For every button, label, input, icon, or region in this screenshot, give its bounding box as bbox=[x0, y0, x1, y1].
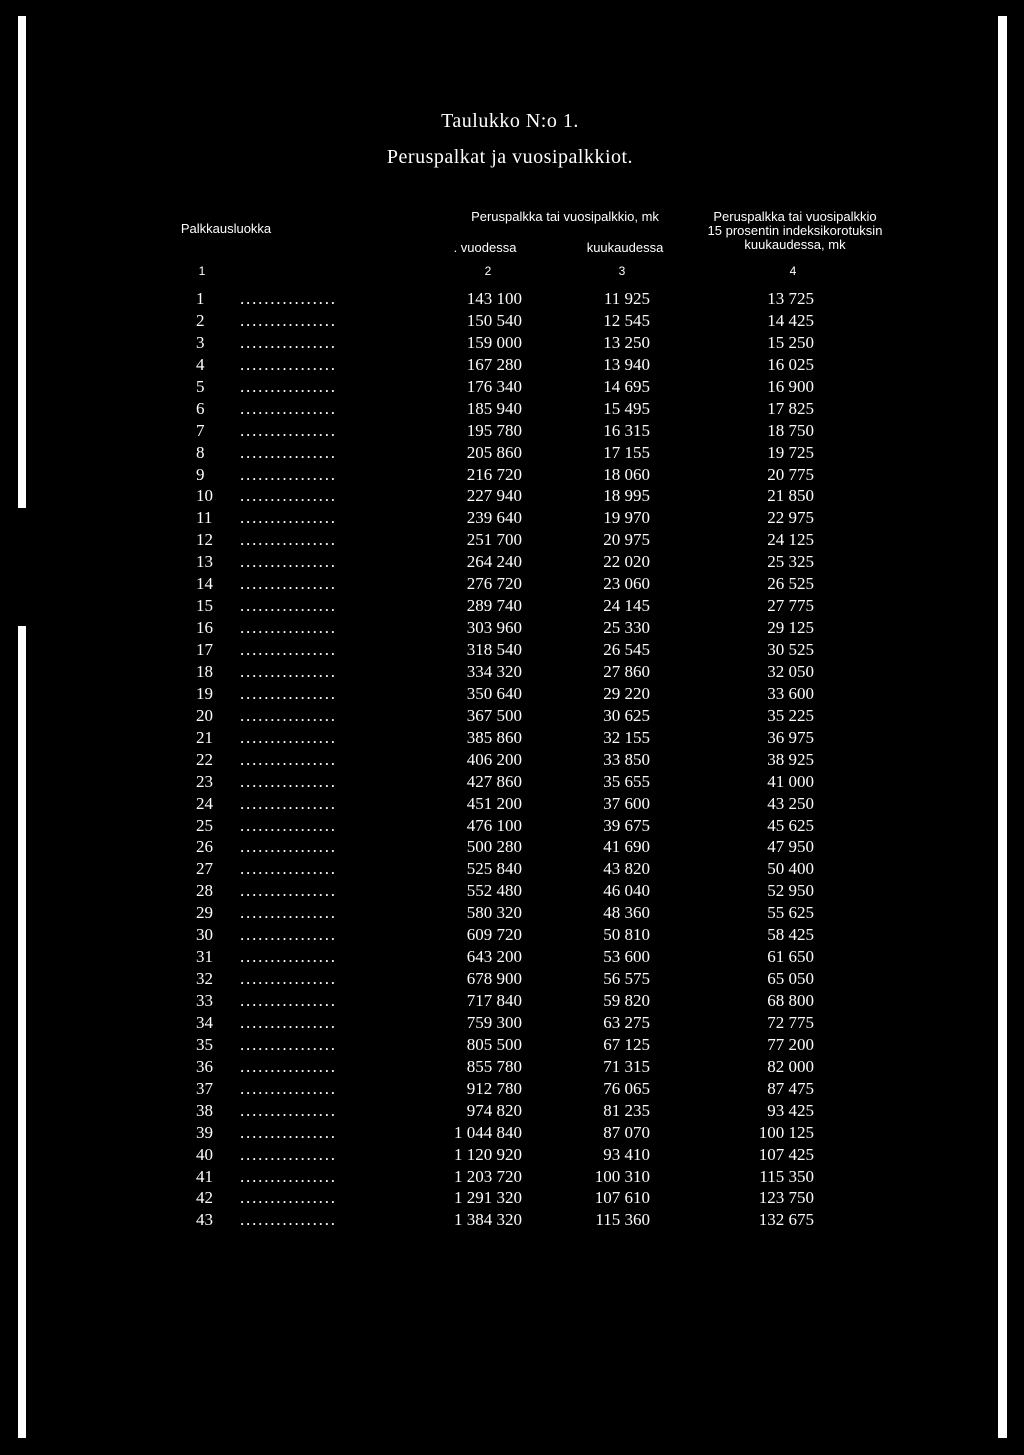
annual-salary-cell: 759 300 bbox=[466, 1012, 522, 1032]
index-adjusted-cell: 13 725 bbox=[767, 289, 814, 308]
monthly-salary-cell: 50 810 bbox=[603, 925, 650, 945]
monthly-salary-cell: 107 610 bbox=[594, 1188, 650, 1208]
monthly-salary-cell: 67 125 bbox=[603, 1034, 650, 1054]
monthly-salary-cell: 46 040 bbox=[603, 881, 650, 901]
monthly-salary-cell: 48 360 bbox=[603, 903, 650, 923]
index-adjusted-cell: 38 925 bbox=[767, 749, 814, 769]
table-row bbox=[0, 288, 1024, 310]
pay-class-cell: 10 bbox=[196, 486, 213, 506]
leader-dots: ................ bbox=[240, 903, 337, 923]
column-number-3: 3 bbox=[618, 264, 626, 278]
monthly-salary-cell: 18 995 bbox=[603, 486, 650, 506]
monthly-salary-cell: 32 155 bbox=[603, 727, 650, 747]
pay-class-cell: 8 bbox=[196, 442, 205, 462]
leader-dots: ................ bbox=[240, 991, 337, 1010]
monthly-salary-cell: 15 495 bbox=[603, 398, 650, 418]
pay-class-cell: 21 bbox=[196, 727, 213, 747]
index-adjusted-cell: 107 425 bbox=[758, 1144, 814, 1164]
table-row bbox=[0, 1100, 1024, 1122]
annual-salary-cell: 195 780 bbox=[466, 420, 522, 440]
monthly-salary-cell: 30 625 bbox=[603, 705, 650, 725]
table-row bbox=[0, 420, 1024, 442]
monthly-salary-cell: 41 690 bbox=[603, 837, 650, 857]
annual-salary-cell: 912 780 bbox=[466, 1078, 522, 1098]
table-row bbox=[0, 551, 1024, 573]
annual-salary-cell: 239 640 bbox=[466, 508, 522, 528]
table-row bbox=[0, 683, 1024, 705]
index-adjusted-cell: 25 325 bbox=[767, 552, 814, 572]
annual-salary-cell: 150 540 bbox=[466, 310, 522, 330]
table-row bbox=[0, 1144, 1024, 1166]
index-adjusted-cell: 32 050 bbox=[767, 661, 814, 681]
leader-dots: ................ bbox=[240, 859, 337, 879]
header-base-salary-group: Peruspalkka tai vuosipalkkio, mk bbox=[471, 209, 659, 224]
monthly-salary-cell: 63 275 bbox=[603, 1012, 650, 1032]
monthly-salary-cell: 19 970 bbox=[603, 508, 650, 528]
annual-salary-cell: 276 720 bbox=[466, 574, 522, 594]
leader-dots: ................ bbox=[240, 530, 337, 550]
table-title: Taulukko N:o 1. bbox=[441, 110, 579, 132]
header-pay-class: Palkkausluokka bbox=[180, 221, 272, 236]
leader-dots: ................ bbox=[240, 661, 337, 681]
leader-dots: ................ bbox=[240, 1188, 337, 1208]
index-adjusted-cell: 50 400 bbox=[767, 859, 814, 879]
monthly-salary-cell: 14 695 bbox=[603, 376, 650, 396]
index-adjusted-cell: 58 425 bbox=[767, 925, 814, 945]
leader-dots: ................ bbox=[240, 1078, 337, 1098]
index-adjusted-cell: 29 125 bbox=[767, 618, 814, 638]
header-index-line1: Peruspalkka tai vuosipalkkio bbox=[713, 209, 877, 224]
monthly-salary-cell: 56 575 bbox=[603, 969, 650, 989]
index-adjusted-cell: 16 025 bbox=[767, 354, 814, 374]
annual-salary-cell: 367 500 bbox=[466, 705, 522, 725]
table-row bbox=[0, 705, 1024, 727]
leader-dots: ................ bbox=[240, 596, 337, 616]
monthly-salary-cell: 24 145 bbox=[603, 596, 650, 616]
pay-class-cell: 36 bbox=[196, 1056, 213, 1076]
pay-class-cell: 26 bbox=[196, 837, 213, 857]
monthly-salary-cell: 33 850 bbox=[603, 749, 650, 769]
pay-class-cell: 24 bbox=[196, 793, 213, 813]
header-per-month: kuukaudessa bbox=[586, 240, 664, 255]
index-adjusted-cell: 61 650 bbox=[767, 947, 814, 967]
index-adjusted-cell: 82 000 bbox=[767, 1056, 814, 1076]
table-row bbox=[0, 573, 1024, 595]
pay-class-cell: 32 bbox=[196, 969, 213, 989]
index-adjusted-cell: 123 750 bbox=[758, 1188, 814, 1208]
annual-salary-cell: 717 840 bbox=[466, 991, 522, 1010]
pay-class-cell: 18 bbox=[196, 661, 213, 681]
table-row bbox=[0, 968, 1024, 990]
column-number-2: 2 bbox=[484, 264, 492, 278]
annual-salary-cell: 350 640 bbox=[466, 683, 522, 703]
annual-salary-cell: 176 340 bbox=[466, 376, 522, 396]
annual-salary-cell: 185 940 bbox=[466, 398, 522, 418]
pay-class-cell: 27 bbox=[196, 859, 213, 879]
index-adjusted-cell: 68 800 bbox=[767, 991, 814, 1010]
monthly-salary-cell: 13 940 bbox=[603, 354, 650, 374]
index-adjusted-cell: 24 125 bbox=[767, 530, 814, 550]
annual-salary-cell: 264 240 bbox=[466, 552, 522, 572]
leader-dots: ................ bbox=[240, 1166, 337, 1186]
table-row bbox=[0, 354, 1024, 376]
index-adjusted-cell: 14 425 bbox=[767, 310, 814, 330]
leader-dots: ................ bbox=[240, 1100, 337, 1120]
leader-dots: ................ bbox=[240, 398, 337, 418]
table-row bbox=[0, 332, 1024, 354]
table-row bbox=[0, 924, 1024, 946]
table-row bbox=[0, 529, 1024, 551]
monthly-salary-cell: 23 060 bbox=[603, 574, 650, 594]
pay-class-cell: 5 bbox=[196, 376, 205, 396]
header-per-year: . vuodessa bbox=[453, 240, 517, 255]
annual-salary-cell: 1 291 320 bbox=[454, 1188, 522, 1208]
table-row bbox=[0, 880, 1024, 902]
header-index-line2: 15 prosentin indeksikorotuksin bbox=[707, 223, 883, 238]
leader-dots: ................ bbox=[240, 486, 337, 506]
index-adjusted-cell: 36 975 bbox=[767, 727, 814, 747]
index-adjusted-cell: 26 525 bbox=[767, 574, 814, 594]
monthly-salary-cell: 53 600 bbox=[603, 947, 650, 967]
index-adjusted-cell: 115 350 bbox=[759, 1166, 814, 1186]
annual-salary-cell: 427 860 bbox=[466, 771, 522, 791]
annual-salary-cell: 216 720 bbox=[466, 464, 522, 484]
leader-dots: ................ bbox=[240, 1056, 337, 1076]
leader-dots: ................ bbox=[240, 837, 337, 857]
monthly-salary-cell: 39 675 bbox=[603, 815, 650, 835]
annual-salary-cell: 500 280 bbox=[466, 837, 522, 857]
leader-dots: ................ bbox=[240, 618, 337, 638]
leader-dots: ................ bbox=[240, 1122, 337, 1142]
table-row bbox=[0, 990, 1024, 1012]
monthly-salary-cell: 20 975 bbox=[603, 530, 650, 550]
leader-dots: ................ bbox=[240, 969, 337, 989]
index-adjusted-cell: 17 825 bbox=[767, 398, 814, 418]
annual-salary-cell: 385 860 bbox=[466, 727, 522, 747]
annual-salary-cell: 205 860 bbox=[466, 442, 522, 462]
pay-class-cell: 3 bbox=[196, 332, 205, 352]
monthly-salary-cell: 37 600 bbox=[603, 793, 650, 813]
index-adjusted-cell: 87 475 bbox=[767, 1078, 814, 1098]
index-adjusted-cell: 15 250 bbox=[767, 332, 814, 352]
pay-class-cell: 42 bbox=[196, 1188, 213, 1208]
leader-dots: ................ bbox=[240, 1012, 337, 1032]
index-adjusted-cell: 20 775 bbox=[767, 464, 814, 484]
table-row bbox=[0, 1166, 1024, 1188]
annual-salary-cell: 227 940 bbox=[466, 486, 522, 506]
leader-dots: ................ bbox=[240, 552, 337, 572]
leader-dots: ................ bbox=[240, 289, 337, 308]
monthly-salary-cell: 26 545 bbox=[603, 640, 650, 659]
pay-class-cell: 38 bbox=[196, 1100, 213, 1120]
column-number-1: 1 bbox=[198, 264, 206, 278]
index-adjusted-cell: 33 600 bbox=[767, 683, 814, 703]
table-row bbox=[0, 1012, 1024, 1034]
pay-class-cell: 37 bbox=[196, 1078, 213, 1098]
pay-class-cell: 1 bbox=[196, 289, 205, 308]
table-row bbox=[0, 376, 1024, 398]
leader-dots: ................ bbox=[240, 705, 337, 725]
table-subtitle: Peruspalkat ja vuosipalkkiot. bbox=[386, 146, 634, 168]
pay-class-cell: 23 bbox=[196, 771, 213, 791]
index-adjusted-cell: 18 750 bbox=[767, 420, 814, 440]
pay-class-cell: 25 bbox=[196, 815, 213, 835]
pay-class-cell: 7 bbox=[196, 420, 205, 440]
annual-salary-cell: 525 840 bbox=[466, 859, 522, 879]
index-adjusted-cell: 16 900 bbox=[767, 376, 814, 396]
leader-dots: ................ bbox=[240, 727, 337, 747]
table-row bbox=[0, 902, 1024, 924]
annual-salary-cell: 855 780 bbox=[466, 1056, 522, 1076]
monthly-salary-cell: 27 860 bbox=[603, 661, 650, 681]
pay-class-cell: 29 bbox=[196, 903, 213, 923]
monthly-salary-cell: 29 220 bbox=[603, 683, 650, 703]
table-row bbox=[0, 1078, 1024, 1100]
index-adjusted-cell: 27 775 bbox=[767, 596, 814, 616]
leader-dots: ................ bbox=[240, 376, 337, 396]
table-row bbox=[0, 442, 1024, 464]
annual-salary-cell: 1 120 920 bbox=[454, 1144, 522, 1164]
pay-class-cell: 30 bbox=[196, 925, 213, 945]
monthly-salary-cell: 25 330 bbox=[603, 618, 650, 638]
pay-class-cell: 35 bbox=[196, 1034, 213, 1054]
annual-salary-cell: 580 320 bbox=[466, 903, 522, 923]
leader-dots: ................ bbox=[240, 574, 337, 594]
header-index-adjusted bbox=[680, 210, 910, 252]
leader-dots: ................ bbox=[240, 464, 337, 484]
leader-dots: ................ bbox=[240, 640, 337, 659]
pay-class-cell: 22 bbox=[196, 749, 213, 769]
monthly-salary-cell: 18 060 bbox=[603, 464, 650, 484]
pay-class-cell: 2 bbox=[196, 310, 205, 330]
pay-class-cell: 20 bbox=[196, 705, 213, 725]
index-adjusted-cell: 30 525 bbox=[767, 640, 814, 659]
table-row bbox=[0, 749, 1024, 771]
pay-class-cell: 41 bbox=[196, 1166, 213, 1186]
table-row bbox=[0, 1122, 1024, 1144]
pay-class-cell: 19 bbox=[196, 683, 213, 703]
table-row bbox=[0, 639, 1024, 661]
annual-salary-cell: 552 480 bbox=[466, 881, 522, 901]
leader-dots: ................ bbox=[240, 332, 337, 352]
table-row bbox=[0, 485, 1024, 507]
leader-dots: ................ bbox=[240, 771, 337, 791]
leader-dots: ................ bbox=[240, 947, 337, 967]
leader-dots: ................ bbox=[240, 1210, 337, 1230]
table-row bbox=[0, 1034, 1024, 1056]
monthly-salary-cell: 87 070 bbox=[603, 1122, 650, 1142]
table-row bbox=[0, 815, 1024, 837]
salary-table-body bbox=[0, 288, 1024, 1231]
annual-salary-cell: 143 100 bbox=[466, 289, 522, 308]
leader-dots: ................ bbox=[240, 793, 337, 813]
monthly-salary-cell: 93 410 bbox=[603, 1144, 650, 1164]
annual-salary-cell: 159 000 bbox=[466, 332, 522, 352]
pay-class-cell: 40 bbox=[196, 1144, 213, 1164]
pay-class-cell: 33 bbox=[196, 991, 213, 1010]
annual-salary-cell: 609 720 bbox=[466, 925, 522, 945]
index-adjusted-cell: 52 950 bbox=[767, 881, 814, 901]
monthly-salary-cell: 76 065 bbox=[603, 1078, 650, 1098]
table-row bbox=[0, 836, 1024, 858]
table-row bbox=[0, 507, 1024, 529]
index-adjusted-cell: 43 250 bbox=[767, 793, 814, 813]
table-row bbox=[0, 310, 1024, 332]
annual-salary-cell: 406 200 bbox=[466, 749, 522, 769]
monthly-salary-cell: 43 820 bbox=[603, 859, 650, 879]
index-adjusted-cell: 55 625 bbox=[767, 903, 814, 923]
annual-salary-cell: 805 500 bbox=[466, 1034, 522, 1054]
monthly-salary-cell: 35 655 bbox=[603, 771, 650, 791]
pay-class-cell: 28 bbox=[196, 881, 213, 901]
column-number-4: 4 bbox=[789, 264, 797, 278]
leader-dots: ................ bbox=[240, 354, 337, 374]
annual-salary-cell: 303 960 bbox=[466, 618, 522, 638]
monthly-salary-cell: 12 545 bbox=[603, 310, 650, 330]
monthly-salary-cell: 17 155 bbox=[603, 442, 650, 462]
monthly-salary-cell: 115 360 bbox=[595, 1210, 650, 1230]
pay-class-cell: 13 bbox=[196, 552, 213, 572]
pay-class-cell: 9 bbox=[196, 464, 205, 484]
index-adjusted-cell: 72 775 bbox=[767, 1012, 814, 1032]
annual-salary-cell: 251 700 bbox=[466, 530, 522, 550]
index-adjusted-cell: 22 975 bbox=[767, 508, 814, 528]
table-row bbox=[0, 1187, 1024, 1209]
leader-dots: ................ bbox=[240, 749, 337, 769]
annual-salary-cell: 678 900 bbox=[466, 969, 522, 989]
header-index-line3: kuukaudessa, mk bbox=[744, 237, 846, 252]
index-adjusted-cell: 35 225 bbox=[767, 705, 814, 725]
pay-class-cell: 17 bbox=[196, 640, 213, 659]
table-row bbox=[0, 617, 1024, 639]
pay-class-cell: 14 bbox=[196, 574, 213, 594]
pay-class-cell: 16 bbox=[196, 618, 213, 638]
leader-dots: ................ bbox=[240, 815, 337, 835]
index-adjusted-cell: 19 725 bbox=[767, 442, 814, 462]
annual-salary-cell: 1 044 840 bbox=[454, 1122, 522, 1142]
table-row bbox=[0, 1056, 1024, 1078]
monthly-salary-cell: 13 250 bbox=[603, 332, 650, 352]
table-row bbox=[0, 398, 1024, 420]
pay-class-cell: 4 bbox=[196, 354, 205, 374]
index-adjusted-cell: 132 675 bbox=[758, 1210, 814, 1230]
index-adjusted-cell: 45 625 bbox=[767, 815, 814, 835]
index-adjusted-cell: 100 125 bbox=[758, 1122, 814, 1142]
index-adjusted-cell: 93 425 bbox=[767, 1100, 814, 1120]
index-adjusted-cell: 21 850 bbox=[767, 486, 814, 506]
index-adjusted-cell: 47 950 bbox=[767, 837, 814, 857]
annual-salary-cell: 1 203 720 bbox=[454, 1166, 522, 1186]
annual-salary-cell: 643 200 bbox=[466, 947, 522, 967]
index-adjusted-cell: 65 050 bbox=[767, 969, 814, 989]
pay-class-cell: 34 bbox=[196, 1012, 213, 1032]
pay-class-cell: 43 bbox=[196, 1210, 213, 1230]
pay-class-cell: 12 bbox=[196, 530, 213, 550]
monthly-salary-cell: 11 925 bbox=[603, 289, 650, 308]
annual-salary-cell: 289 740 bbox=[466, 596, 522, 616]
pay-class-cell: 15 bbox=[196, 596, 213, 616]
monthly-salary-cell: 22 020 bbox=[603, 552, 650, 572]
leader-dots: ................ bbox=[240, 881, 337, 901]
index-adjusted-cell: 41 000 bbox=[767, 771, 814, 791]
monthly-salary-cell: 100 310 bbox=[594, 1166, 650, 1186]
monthly-salary-cell: 16 315 bbox=[603, 420, 650, 440]
table-row bbox=[0, 858, 1024, 880]
table-row bbox=[0, 727, 1024, 749]
table-row bbox=[0, 464, 1024, 486]
annual-salary-cell: 318 540 bbox=[466, 640, 522, 659]
pay-class-cell: 6 bbox=[196, 398, 205, 418]
monthly-salary-cell: 81 235 bbox=[603, 1100, 650, 1120]
table-row bbox=[0, 771, 1024, 793]
leader-dots: ................ bbox=[240, 420, 337, 440]
annual-salary-cell: 1 384 320 bbox=[454, 1210, 522, 1230]
monthly-salary-cell: 71 315 bbox=[603, 1056, 650, 1076]
leader-dots: ................ bbox=[240, 508, 337, 528]
annual-salary-cell: 167 280 bbox=[466, 354, 522, 374]
pay-class-cell: 11 bbox=[196, 508, 213, 528]
annual-salary-cell: 334 320 bbox=[466, 661, 522, 681]
annual-salary-cell: 476 100 bbox=[466, 815, 522, 835]
pay-class-cell: 31 bbox=[196, 947, 213, 967]
table-row bbox=[0, 661, 1024, 683]
table-row bbox=[0, 946, 1024, 968]
annual-salary-cell: 974 820 bbox=[466, 1100, 522, 1120]
annual-salary-cell: 451 200 bbox=[466, 793, 522, 813]
pay-class-cell: 39 bbox=[196, 1122, 213, 1142]
table-row bbox=[0, 793, 1024, 815]
leader-dots: ................ bbox=[240, 442, 337, 462]
index-adjusted-cell: 77 200 bbox=[767, 1034, 814, 1054]
leader-dots: ................ bbox=[240, 1144, 337, 1164]
leader-dots: ................ bbox=[240, 925, 337, 945]
leader-dots: ................ bbox=[240, 1034, 337, 1054]
leader-dots: ................ bbox=[240, 683, 337, 703]
table-row bbox=[0, 1209, 1024, 1231]
table-row bbox=[0, 595, 1024, 617]
monthly-salary-cell: 59 820 bbox=[603, 991, 650, 1010]
leader-dots: ................ bbox=[240, 310, 337, 330]
